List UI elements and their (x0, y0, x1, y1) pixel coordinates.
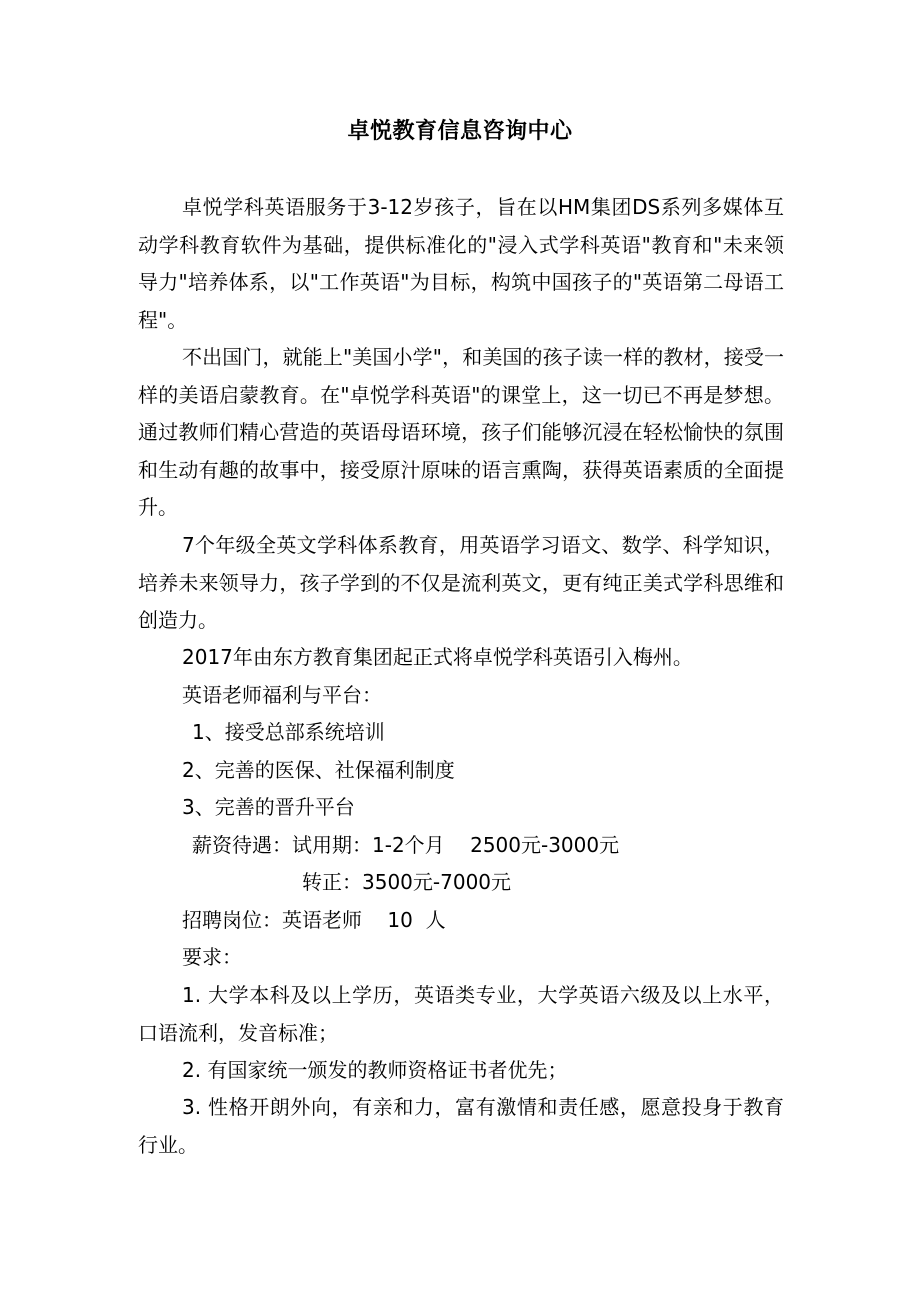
requirement-item: 3. 性格开朗外向，有亲和力，富有激情和责任感，愿意投身于教育行业。 (138, 1095, 784, 1157)
benefits-heading: 英语老师福利与平台： (182, 683, 382, 707)
salary-probation-line: 薪资待遇：试用期：1-2个月 2500元-3000元 (192, 833, 620, 857)
paragraph-curriculum: 7个年级全英文学科体系教育，用英语学习语文、数学、科学知识，培养未来领导力，孩子学到的不仅是流利英文，更有纯正美式学科思维和创造力。 (138, 533, 784, 632)
requirement-item: 1. 大学本科及以上学历，英语类专业，大学英语六级及以上水平，口语流利，发音标准； (138, 983, 784, 1045)
requirement-item: 2. 有国家统一颁发的教师资格证书者优先； (182, 1058, 568, 1082)
document-title: 卓悦教育信息咨询中心 (347, 119, 573, 144)
benefit-item: 2、完善的医保、社保福利制度 (182, 758, 455, 782)
position-line: 招聘岗位：英语老师 10 人 (182, 908, 446, 932)
salary-regular-line: 转正：3500元-7000元 (302, 870, 512, 894)
benefit-item: 3、完善的晋升平台 (182, 795, 355, 819)
paragraph-immersion: 不出国门，就能上"美国小学"，和美国的孩子读一样的教材，接受一样的美语启蒙教育。在"卓悦学科英语"的课堂上，这一切已不再是梦想。通过教师们精心营造的英语母语环境，孩子们能够沉浸在轻松愉快的氛围和生动有趣的故事中，接受原汁原味的语言熏陶，获得英语素质的全面提升。 (138, 345, 784, 519)
history-line: 2017年由东方教育集团起正式将卓悦学科英语引入梅州。 (182, 645, 693, 669)
benefit-item: 1、接受总部系统培训 (192, 720, 385, 744)
requirements-heading: 要求： (182, 945, 242, 969)
paragraph-intro: 卓悦学科英语服务于3-12岁孩子，旨在以HM集团DS系列多媒体互动学科教育软件为基础，提供标准化的"浸入式学科英语"教育和"未来领导力"培养体系，以"工作英语"为目标，构筑中国孩子的"英语第二母语工程"。 (138, 195, 784, 332)
